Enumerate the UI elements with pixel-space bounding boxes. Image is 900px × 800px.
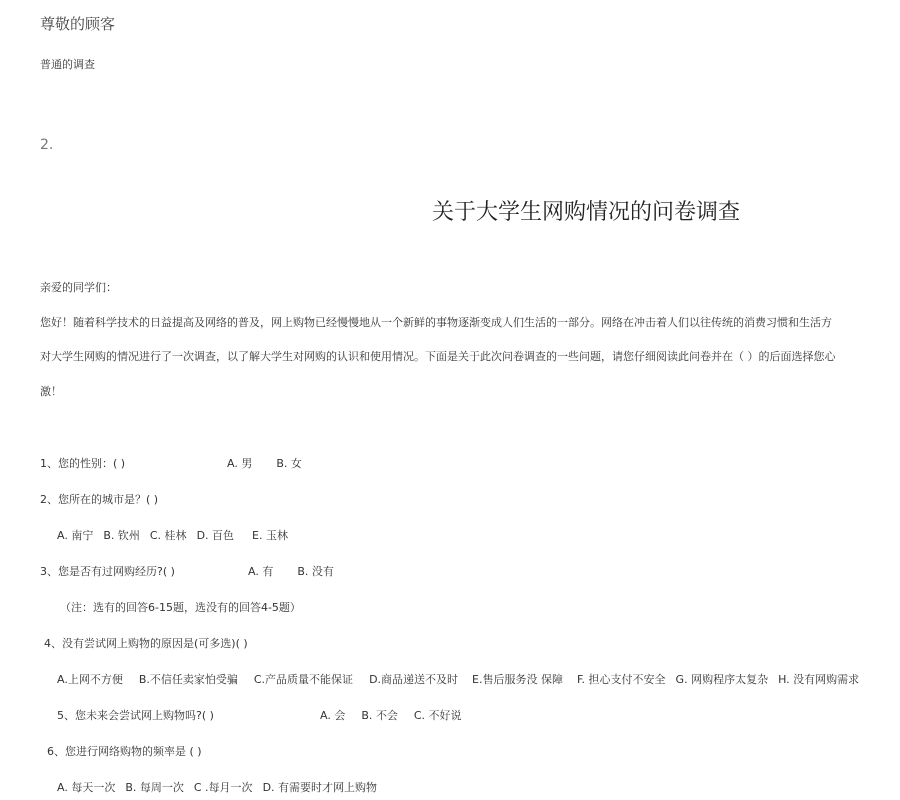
q6-option-d[interactable]: D. 有需要时才网上购物 (262, 781, 378, 794)
q2-option-a[interactable]: A. 南宁 (57, 529, 94, 542)
q5-option-b[interactable]: B. 不会 (361, 709, 398, 722)
q1-option-a[interactable]: A. 男 (227, 457, 253, 470)
q2-option-b[interactable]: B. 钦州 (103, 529, 140, 542)
subtitle: 普通的调查 (40, 58, 95, 71)
document-title: 关于大学生网购情况的问卷调查 (432, 200, 741, 225)
q3-option-b[interactable]: B. 没有 (297, 565, 334, 578)
question-6: 6、您进行网络购物的频率是 ( ) (47, 745, 202, 758)
q5-option-a[interactable]: A. 会 (320, 709, 346, 722)
q6-option-a[interactable]: A. 每天一次 (57, 781, 116, 794)
q2-option-d[interactable]: D. 百色 (196, 529, 235, 542)
q3-option-a[interactable]: A. 有 (248, 565, 274, 578)
q4-option-c[interactable]: C.产品质量不能保证 (253, 673, 354, 686)
q4-option-d[interactable]: D.商品递送不及时 (369, 673, 459, 686)
question-1: 1、您的性别：( ) (40, 457, 126, 470)
question-5: 5、您未来会尝试网上购物吗?( ) (57, 709, 214, 722)
q4-option-g[interactable]: G. 网购程序太复杂 (675, 673, 769, 686)
q1-option-b[interactable]: B. 女 (276, 457, 302, 470)
question-5-options (320, 710, 462, 721)
question-1-options (227, 458, 302, 469)
greeting: 亲爱的同学们： (40, 281, 117, 294)
q4-option-h[interactable]: H. 没有网购需求 (778, 673, 860, 686)
question-4-options (57, 674, 859, 685)
routing-note: （注：选有的回答6-15题，选没有的回答4-5题） (60, 601, 301, 614)
q4-option-b[interactable]: B.不信任卖家怕受骗 (138, 673, 238, 686)
question-2-options (57, 530, 288, 541)
question-3-options (248, 566, 334, 577)
salutation: 尊敬的顾客 (40, 15, 116, 33)
question-3: 3、您是否有过网购经历?( ) (40, 565, 175, 578)
intro-line-1: 您好！随着科学技术的日益提高及网络的普及，网上购物已经慢慢地从一个新鲜的事物逐渐变成人们生活的一部分。网络在冲击着人们以往传统的消费习惯和生活方 (40, 316, 832, 329)
q6-option-b[interactable]: B. 每周一次 (125, 781, 184, 794)
intro-line-3: 激！ (40, 385, 62, 398)
question-2: 2、您所在的城市是？( ) (40, 493, 159, 506)
q6-option-c[interactable]: C .每月一次 (193, 781, 253, 794)
question-4: 4、没有尝试网上购物的原因是(可多选)( ) (44, 637, 248, 650)
section-number: 2. (40, 137, 54, 153)
intro-line-2: 对大学生网购的情况进行了一次调查，以了解大学生对网购的认识和使用情况。下面是关于此次问卷调查的一些问题，请您仔细阅读此问卷并在（ ）的后面选择您心 (40, 350, 836, 363)
q4-option-e[interactable]: E.售后服务没 保障 (472, 673, 563, 686)
q4-option-a[interactable]: A.上网不方便 (57, 673, 123, 686)
q2-option-e[interactable]: E. 玉林 (252, 529, 288, 542)
q4-option-f[interactable]: F. 担心支付不安全 (576, 673, 666, 686)
q2-option-c[interactable]: C. 桂林 (149, 529, 187, 542)
question-6-options (57, 782, 377, 793)
q5-option-c[interactable]: C. 不好说 (413, 709, 462, 722)
